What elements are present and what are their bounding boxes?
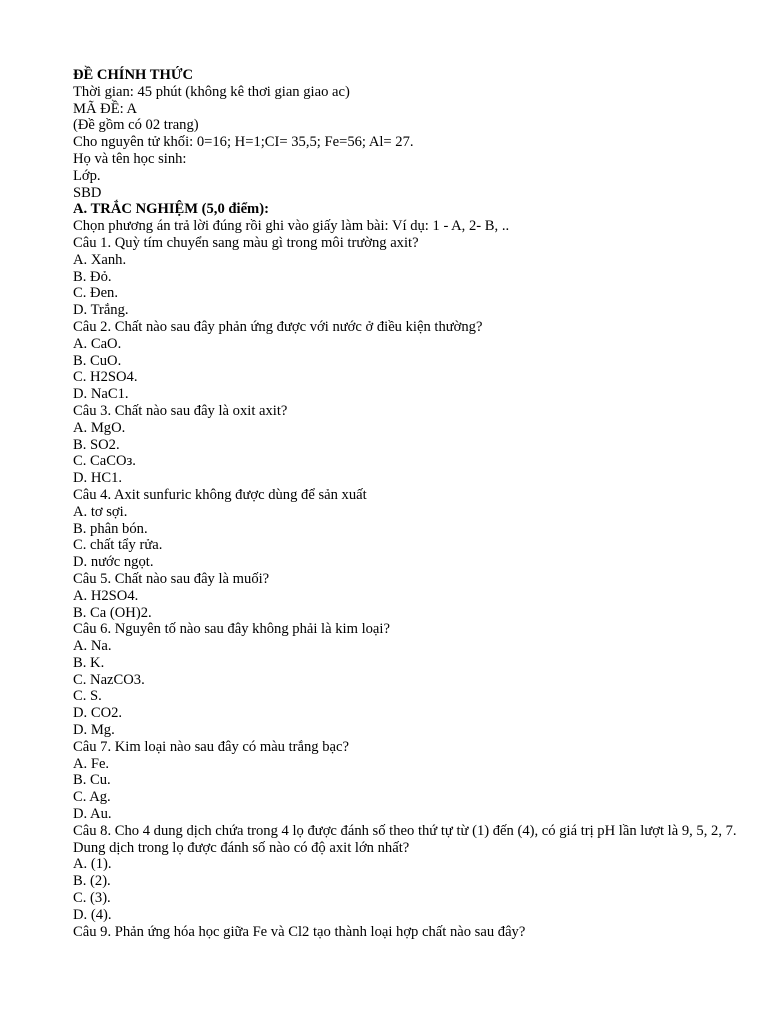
answer-option: B. (2). xyxy=(73,873,111,890)
question-1: Câu 1. Quỳ tím chuyển sang màu gì trong môi trường axit? xyxy=(73,234,419,251)
class-label: Lớp. xyxy=(73,167,101,184)
section-heading: A. TRẮC NGHIỆM (5,0 điểm): xyxy=(73,201,269,218)
answer-option: D. HC1. xyxy=(73,470,123,487)
answer-option: C. (3). xyxy=(73,890,111,907)
question-7: Câu 7. Kim loại nào sau đây có màu trắng bạc? xyxy=(73,738,349,755)
answer-option: C. S. xyxy=(73,688,102,705)
question-8: Câu 8. Cho 4 dung dịch chứa trong 4 lọ được đánh số theo thứ tự từ (1) đến (4), có giá trị pH lần lượt là 9, 5, 2, 7. Dung dịch trong lọ được đánh số nào có độ axit lớn nhất? xyxy=(73,822,737,856)
answer-option: C. H2SO4. xyxy=(73,369,138,386)
question-6: Câu 6. Nguyên tố nào sau đây không phải là kim loại? xyxy=(73,621,390,638)
answer-option: A. tơ sợi. xyxy=(73,503,128,520)
answer-option: A. Na. xyxy=(73,638,112,655)
answer-option: D. Trắng. xyxy=(73,302,129,319)
answer-option: B. Đỏ. xyxy=(73,268,112,285)
question-3: Câu 3. Chất nào sau đây là oxit axit? xyxy=(73,402,288,419)
answer-option: C. chất tẩy rửa. xyxy=(73,537,163,554)
answer-option: D. CO2. xyxy=(73,705,123,722)
answer-option: B. SO2. xyxy=(73,436,120,453)
answer-option: A. CaO. xyxy=(73,335,122,352)
answer-option: D. nước ngọt. xyxy=(73,554,154,571)
answer-option: B. Ca (OH)2. xyxy=(73,604,152,621)
sbd-label: SBD xyxy=(73,184,102,201)
answer-option: D. Au. xyxy=(73,806,112,823)
exam-title: ĐỀ CHÍNH THỨC xyxy=(73,67,194,83)
answer-option: D. (4). xyxy=(73,906,112,923)
answer-option: C. CaCOз. xyxy=(73,453,136,470)
answer-option: B. K. xyxy=(73,654,105,671)
question-list xyxy=(73,235,753,940)
question-5: Câu 5. Chất nào sau đây là muối? xyxy=(73,570,270,587)
exam-time: Thời gian: 45 phút (không kê thơi gian giao ac) xyxy=(73,83,350,100)
exam-pages: (Đề gồm có 02 trang) xyxy=(73,117,199,134)
question-9: Câu 9. Phản ứng hóa học giữa Fe và Cl2 tạo thành loại hợp chất nào sau đây? xyxy=(73,923,526,940)
answer-option: A. (1). xyxy=(73,856,112,873)
student-name-label: Họ và tên học sinh: xyxy=(73,150,187,167)
answer-option: A. Xanh. xyxy=(73,251,127,268)
question-4: Câu 4. Axit sunfuric không được dùng để sản xuất xyxy=(73,486,367,503)
answer-option: A. MgO. xyxy=(73,419,126,436)
question-2: Câu 2. Chất nào sau đây phản ứng được với nước ở điều kiện thường? xyxy=(73,318,483,335)
answer-option: C. Ag. xyxy=(73,789,111,806)
answer-option: D. NaC1. xyxy=(73,386,129,403)
section-instruction: Chọn phương án trả lời đúng rồi ghi vào giấy làm bài: Ví dụ: 1 - A, 2- B, .. xyxy=(73,218,510,235)
exam-document xyxy=(73,67,753,940)
answer-option: D. Mg. xyxy=(73,722,115,739)
exam-code: MÃ ĐỀ: A xyxy=(73,100,138,117)
answer-option: B. phân bón. xyxy=(73,520,148,537)
atomic-masses: Cho nguyên tử khối: 0=16; H=1;CI= 35,5; Fe=56; Al= 27. xyxy=(73,134,414,151)
answer-option: C. NazCO3. xyxy=(73,671,145,688)
answer-option: B. CuO. xyxy=(73,352,122,369)
answer-option: A. H2SO4. xyxy=(73,587,139,604)
answer-option: C. Đen. xyxy=(73,285,118,302)
answer-option: A. Fe. xyxy=(73,755,110,772)
answer-option: B. Cu. xyxy=(73,772,111,789)
